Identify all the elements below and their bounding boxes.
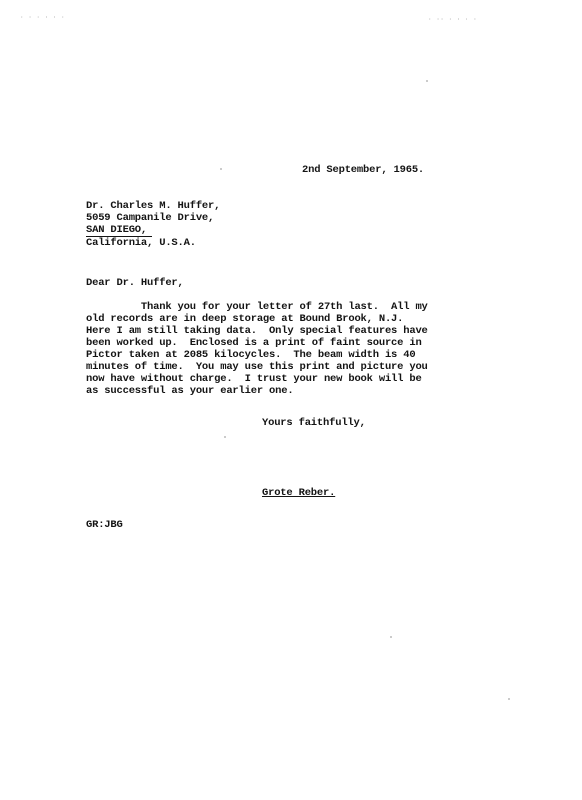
body-line: as successful as your earlier one. bbox=[86, 385, 294, 397]
scan-mark-right: · ·· · · · · bbox=[428, 16, 478, 23]
body-line: been worked up. Enclosed is a print of faint source in bbox=[86, 337, 422, 349]
reference-initials: GR:JBG bbox=[86, 519, 123, 531]
body-line: old records are in deep storage at Bound Brook, N.J. bbox=[86, 313, 404, 325]
body-line: Thank you for your letter of 27th last. All my bbox=[86, 301, 428, 313]
scan-speck bbox=[426, 80, 428, 82]
recipient-line-city: SAN DIEGO, bbox=[86, 224, 148, 236]
scan-speck bbox=[508, 698, 510, 700]
body-line: minutes of time. You may use this print and picture you bbox=[86, 361, 428, 373]
recipient-line-state: California, U.S.A. bbox=[86, 237, 196, 249]
letter-date: 2nd September, 1965. bbox=[302, 164, 425, 176]
body-line: Pictor taken at 2085 kilocycles. The beam width is 40 bbox=[86, 349, 416, 361]
salutation: Dear Dr. Huffer, bbox=[86, 277, 184, 289]
scan-mark-left: · · · · · · bbox=[20, 14, 66, 21]
scan-speck bbox=[220, 168, 222, 170]
closing: Yours faithfully, bbox=[262, 417, 366, 429]
recipient-line-street: 5059 Campanile Drive, bbox=[86, 212, 215, 224]
signature: Grote Reber. bbox=[262, 487, 336, 499]
scan-speck bbox=[224, 436, 226, 438]
scan-speck bbox=[390, 636, 392, 638]
body-line: Here I am still taking data. Only special features have bbox=[86, 325, 428, 337]
recipient-line-name: Dr. Charles M. Huffer, bbox=[86, 200, 221, 212]
body-line: now have without charge. I trust your new book will be bbox=[86, 373, 422, 385]
